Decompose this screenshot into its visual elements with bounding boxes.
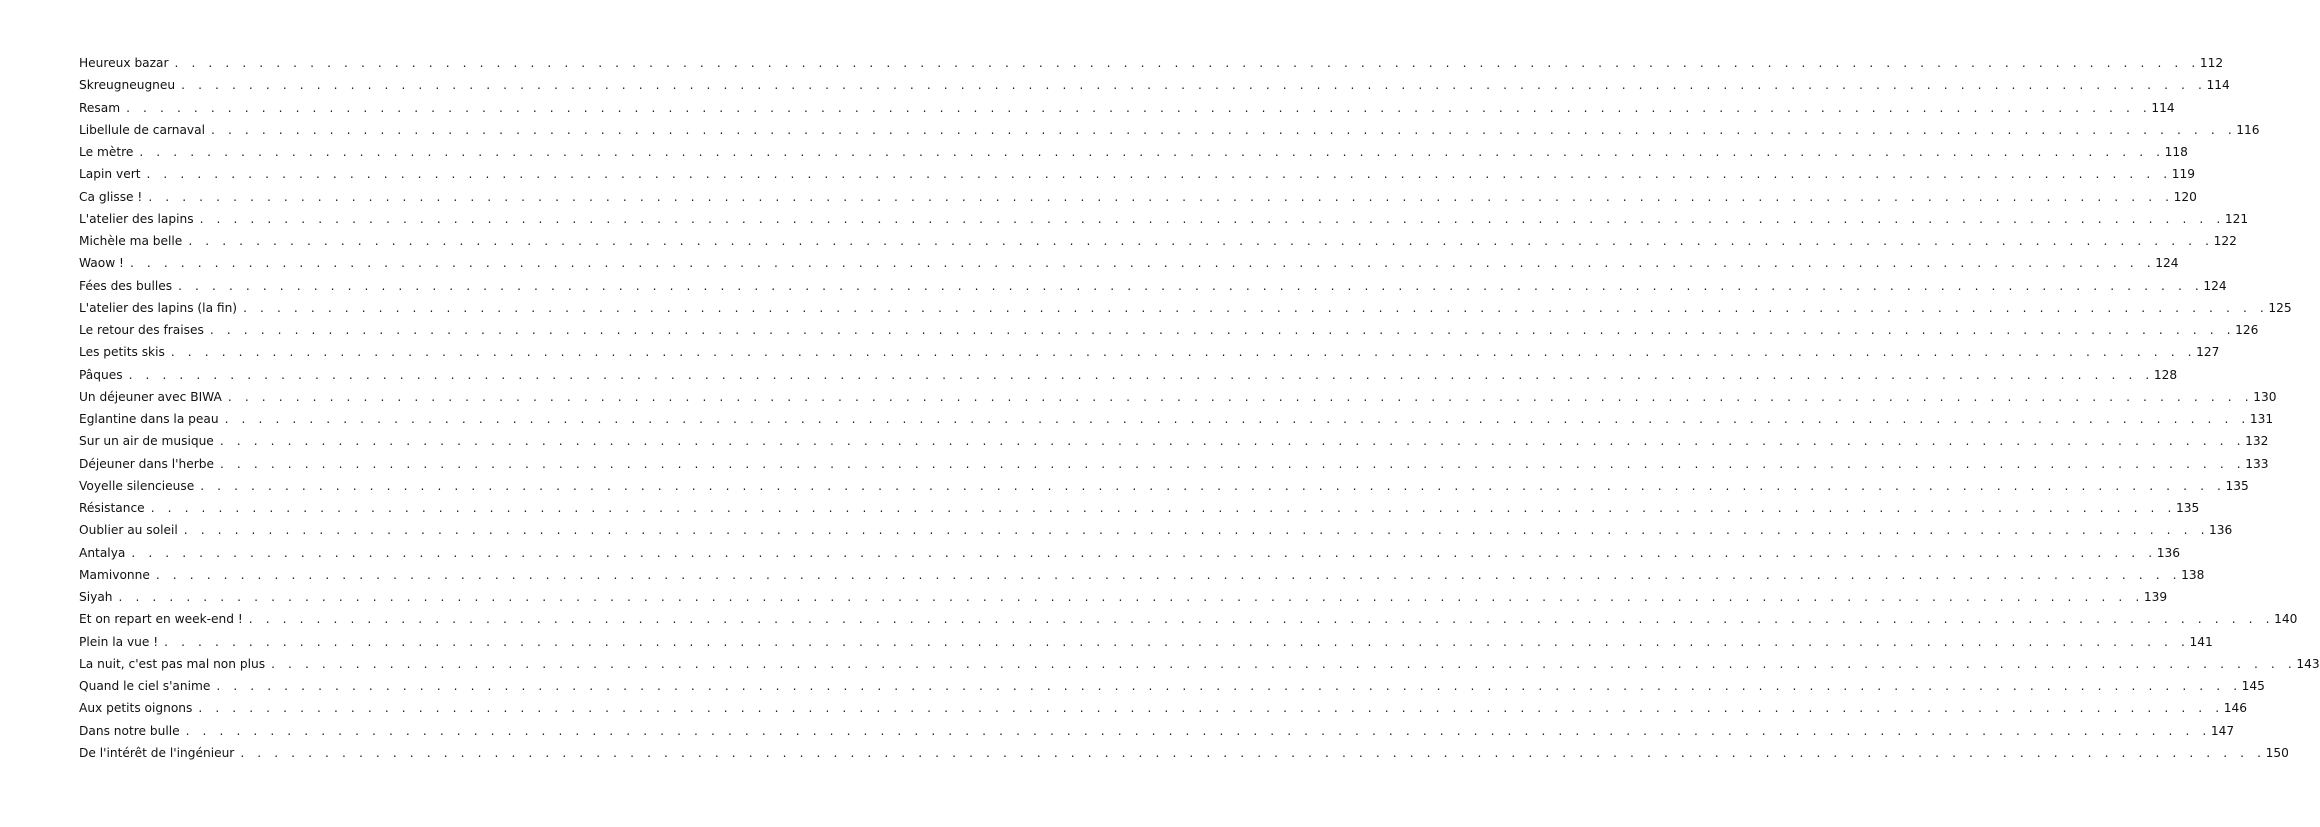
toc-entry-title: Pâques: [79, 367, 123, 382]
toc-entry: [79, 542, 2180, 564]
toc-entry: [79, 119, 2260, 141]
table-of-contents: [79, 52, 2320, 764]
toc-entry-title: Oublier au soleil: [79, 523, 178, 538]
toc-dot-leader: . . . . . . . . . . . . . . . . . . . . . . . . . . . . . . . . . . . . . . . . . . . . . . . . . . . . . . . . . . . . . . . . . . . . . . . . . . . . . . . . . . . . . . . . . . . . . . . . . . . . . . . . . . . . . . . . . . . . . . . .: [118, 590, 2144, 604]
toc-entry-title: De l'intérêt de l'ingénieur: [79, 745, 235, 760]
toc-dot-leader: . . . . . . . . . . . . . . . . . . . . . . . . . . . . . . . . . . . . . . . . . . . . . . . . . . . . . . . . . . . . . . . . . . . . . . . . . . . . . . . . . . . . . . . . . . . . . . . . . . . . . . . . . . . . . . . . . . . . . . . .: [188, 234, 2214, 248]
toc-entry-page-number: 136: [2156, 545, 2180, 560]
toc-dot-leader: . . . . . . . . . . . . . . . . . . . . . . . . . . . . . . . . . . . . . . . . . . . . . . . . . . . . . . . . . . . . . . . . . . . . . . . . . . . . . . . . . . . . . . . . . . . . . . . . . . . . . . . . . . . . . . . . . . . . . . . .: [183, 523, 2210, 538]
toc-dot-leader: . . . . . . . . . . . . . . . . . . . . . . . . . . . . . . . . . . . . . . . . . . . . . . . . . . . . . . . . . . . . . . . . . . . . . . . . . . . . . . . . . . . . . . . . . . . . . . . . . . . . . . . . . . . . . . . . . . . . . . . .: [128, 367, 2154, 382]
toc-dot-leader: . . . . . . . . . . . . . . . . . . . . . . . . . . . . . . . . . . . . . . . . . . . . . . . . . . . . . . . . . . . . . . . . . . . . . . . . . . . . . . . . . . . . . . . . . . . . . . . . . . . . . . . . . . . . . . . . . . . . . . . .: [240, 745, 2266, 760]
toc-dot-leader: . . . . . . . . . . . . . . . . . . . . . . . . . . . . . . . . . . . . . . . . . . . . . . . . . . . . . . . . . . . . . . . . . . . . . . . . . . . . . . . . . . . . . . . . . . . . . . . . . . . . . . . . . . . . . . . . . . . . . . . .: [148, 189, 2174, 204]
toc-entry-page-number: 128: [2153, 367, 2178, 382]
toc-dot-leader: . . . . . . . . . . . . . . . . . . . . . . . . . . . . . . . . . . . . . . . . . . . . . . . . . . . . . . . . . . . . . . . . . . . . . . . . . . . . . . . . . . . . . . . . . . . . . . . . . . . . . . . . . . . . . . . . . . . . . . . .: [164, 634, 2190, 649]
toc-entry: [79, 519, 2233, 541]
toc-entry: [79, 631, 2213, 653]
toc-entry-page-number: 150: [2265, 745, 2289, 760]
toc-entry: [79, 97, 2175, 119]
toc-entry-title: Le retour des fraises: [79, 323, 204, 337]
toc-entry-title: Le mètre: [79, 145, 134, 159]
toc-entry: [79, 408, 2274, 430]
toc-entry-title: Plein la vue !: [79, 634, 159, 649]
toc-entry: [79, 341, 2220, 363]
toc-entry-page-number: 145: [2241, 679, 2265, 693]
toc-entry: [79, 141, 2188, 163]
toc-entry: [79, 564, 2205, 586]
toc-entry-title: La nuit, c'est pas mal non plus: [79, 656, 266, 671]
toc-dot-leader: . . . . . . . . . . . . . . . . . . . . . . . . . . . . . . . . . . . . . . . . . . . . . . . . . . . . . . . . . . . . . . . . . . . . . . . . . . . . . . . . . . . . . . . . . . . . . . . . . . . . . . . . . . . . . . . . . . . . . . . .: [216, 679, 2242, 693]
toc-dot-leader: . . . . . . . . . . . . . . . . . . . . . . . . . . . . . . . . . . . . . . . . . . . . . . . . . . . . . . . . . . . . . . . . . . . . . . . . . . . . . . . . . . . . . . . . . . . . . . . . . . . . . . . . . . . . . . . . . . . . . . . .: [150, 501, 2176, 515]
toc-entry-title: Aux petits oignons: [79, 701, 193, 716]
toc-entry-page-number: 124: [2155, 256, 2179, 271]
toc-entry-title: Les petits skis: [79, 345, 165, 360]
toc-dot-leader: . . . . . . . . . . . . . . . . . . . . . . . . . . . . . . . . . . . . . . . . . . . . . . . . . . . . . . . . . . . . . . . . . . . . . . . . . . . . . . . . . . . . . . . . . . . . . . . . . . . . . . . . . . . . . . . . . . . . . . . .: [126, 100, 2152, 115]
toc-entry: [79, 475, 2249, 497]
toc-entry-title: Resam: [79, 100, 121, 115]
toc-dot-leader: . . . . . . . . . . . . . . . . . . . . . . . . . . . . . . . . . . . . . . . . . . . . . . . . . . . . . . . . . . . . . . . . . . . . . . . . . . . . . . . . . . . . . . . . . . . . . . . . . . . . . . . . . . . . . . . . . . . . . . . .: [224, 412, 2250, 426]
toc-dot-leader: . . . . . . . . . . . . . . . . . . . . . . . . . . . . . . . . . . . . . . . . . . . . . . . . . . . . . . . . . . . . . . . . . . . . . . . . . . . . . . . . . . . . . . . . . . . . . . . . . . . . . . . . . . . . . . . . . . . . . . . .: [146, 167, 2172, 182]
toc-entry: [79, 653, 2320, 675]
toc-dot-leader: . . . . . . . . . . . . . . . . . . . . . . . . . . . . . . . . . . . . . . . . . . . . . . . . . . . . . . . . . . . . . . . . . . . . . . . . . . . . . . . . . . . . . . . . . . . . . . . . . . . . . . . . . . . . . . . . . . . . . . . .: [185, 723, 2211, 738]
toc-entry: [79, 720, 2235, 742]
toc-entry: [79, 430, 2269, 452]
toc-entry-title: Skreugneugneu: [79, 78, 176, 93]
toc-entry: [79, 208, 2249, 230]
toc-entry-title: Ca glisse !: [79, 189, 143, 204]
toc-entry: [79, 74, 2230, 96]
toc-dot-leader: . . . . . . . . . . . . . . . . . . . . . . . . . . . . . . . . . . . . . . . . . . . . . . . . . . . . . . . . . . . . . . . . . . . . . . . . . . . . . . . . . . . . . . . . . . . . . . . . . . . . . . . . . . . . . . . . . . . . . . . .: [243, 300, 2269, 315]
toc-entry-page-number: 122: [2213, 234, 2237, 248]
toc-entry-page-number: 125: [2268, 300, 2292, 315]
toc-entry-page-number: 140: [2274, 612, 2298, 627]
toc-entry: [79, 697, 2247, 719]
toc-dot-leader: . . . . . . . . . . . . . . . . . . . . . . . . . . . . . . . . . . . . . . . . . . . . . . . . . . . . . . . . . . . . . . . . . . . . . . . . . . . . . . . . . . . . . . . . . . . . . . . . . . . . . . . . . . . . . . . . . . . . . . . .: [155, 567, 2182, 582]
toc-entry: [79, 586, 2168, 608]
toc-entry-page-number: 126: [2235, 323, 2259, 337]
toc-entry: [79, 297, 2292, 319]
toc-entry: [79, 364, 2178, 386]
toc-entry: [79, 742, 2289, 764]
toc-entry: [79, 252, 2179, 274]
toc-dot-leader: . . . . . . . . . . . . . . . . . . . . . . . . . . . . . . . . . . . . . . . . . . . . . . . . . . . . . . . . . . . . . . . . . . . . . . . . . . . . . . . . . . . . . . . . . . . . . . . . . . . . . . . . . . . . . . . . . . . . . . . .: [271, 656, 2297, 671]
toc-entry-title: Résistance: [79, 501, 145, 515]
toc-entry-title: L'atelier des lapins (la fin): [79, 300, 238, 315]
toc-entry-page-number: 130: [2253, 389, 2277, 404]
toc-dot-leader: . . . . . . . . . . . . . . . . . . . . . . . . . . . . . . . . . . . . . . . . . . . . . . . . . . . . . . . . . . . . . . . . . . . . . . . . . . . . . . . . . . . . . . . . . . . . . . . . . . . . . . . . . . . . . . . . . . . . . . . .: [248, 612, 2275, 627]
toc-entry: [79, 453, 2269, 475]
toc-entry-title: Antalya: [79, 545, 126, 560]
toc-dot-leader: . . . . . . . . . . . . . . . . . . . . . . . . . . . . . . . . . . . . . . . . . . . . . . . . . . . . . . . . . . . . . . . . . . . . . . . . . . . . . . . . . . . . . . . . . . . . . . . . . . . . . . . . . . . . . . . . . . . . . . . .: [139, 145, 2165, 159]
toc-entry-title: Et on repart en week-end !: [79, 612, 243, 627]
toc-entry-page-number: 118: [2164, 145, 2188, 159]
toc-dot-leader: . . . . . . . . . . . . . . . . . . . . . . . . . . . . . . . . . . . . . . . . . . . . . . . . . . . . . . . . . . . . . . . . . . . . . . . . . . . . . . . . . . . . . . . . . . . . . . . . . . . . . . . . . . . . . . . . . . . . . . . .: [219, 456, 2246, 471]
toc-entry-page-number: 135: [2175, 501, 2200, 515]
toc-entry: [79, 319, 2259, 341]
toc-entry-title: Déjeuner dans l'herbe: [79, 456, 214, 471]
toc-entry-title: Sur un air de musique: [79, 434, 214, 449]
toc-entry-title: Lapin vert: [79, 167, 141, 182]
toc-dot-leader: . . . . . . . . . . . . . . . . . . . . . . . . . . . . . . . . . . . . . . . . . . . . . . . . . . . . . . . . . . . . . . . . . . . . . . . . . . . . . . . . . . . . . . . . . . . . . . . . . . . . . . . . . . . . . . . . . . . . . . . .: [129, 256, 2156, 271]
toc-entry: [79, 186, 2197, 208]
toc-entry-title: Voyelle silencieuse: [79, 478, 195, 493]
toc-entry-title: Siyah: [79, 590, 113, 604]
toc-dot-leader: . . . . . . . . . . . . . . . . . . . . . . . . . . . . . . . . . . . . . . . . . . . . . . . . . . . . . . . . . . . . . . . . . . . . . . . . . . . . . . . . . . . . . . . . . . . . . . . . . . . . . . . . . . . . . . . . . . . . . . . .: [209, 323, 2236, 337]
toc-entry-page-number: 135: [2225, 478, 2249, 493]
toc-entry-page-number: 120: [2173, 189, 2197, 204]
toc-dot-leader: . . . . . . . . . . . . . . . . . . . . . . . . . . . . . . . . . . . . . . . . . . . . . . . . . . . . . . . . . . . . . . . . . . . . . . . . . . . . . . . . . . . . . . . . . . . . . . . . . . . . . . . . . . . . . . . . . . . . . . . .: [211, 122, 2237, 137]
toc-dot-leader: . . . . . . . . . . . . . . . . . . . . . . . . . . . . . . . . . . . . . . . . . . . . . . . . . . . . . . . . . . . . . . . . . . . . . . . . . . . . . . . . . . . . . . . . . . . . . . . . . . . . . . . . . . . . . . . . . . . . . . . .: [219, 434, 2246, 449]
toc-entry: [79, 608, 2298, 630]
toc-entry: [79, 52, 2224, 74]
toc-entry: [79, 275, 2227, 297]
toc-entry-title: Heureux bazar: [79, 56, 169, 70]
toc-dot-leader: . . . . . . . . . . . . . . . . . . . . . . . . . . . . . . . . . . . . . . . . . . . . . . . . . . . . . . . . . . . . . . . . . . . . . . . . . . . . . . . . . . . . . . . . . . . . . . . . . . . . . . . . . . . . . . . . . . . . . . . .: [178, 278, 2204, 293]
toc-dot-leader: . . . . . . . . . . . . . . . . . . . . . . . . . . . . . . . . . . . . . . . . . . . . . . . . . . . . . . . . . . . . . . . . . . . . . . . . . . . . . . . . . . . . . . . . . . . . . . . . . . . . . . . . . . . . . . . . . . . . . . . .: [170, 345, 2197, 360]
toc-entry: [79, 386, 2277, 408]
toc-entry-page-number: 116: [2236, 122, 2260, 137]
toc-entry-title: L'atelier des lapins: [79, 211, 194, 226]
toc-entry-page-number: 114: [2151, 100, 2175, 115]
toc-entry-page-number: 138: [2181, 567, 2205, 582]
toc-entry-page-number: 141: [2189, 634, 2213, 649]
toc-entry-title: Eglantine dans la peau: [79, 412, 219, 426]
toc-entry-page-number: 139: [2143, 590, 2168, 604]
toc-entry: [79, 163, 2196, 185]
toc-entry-page-number: 124: [2203, 278, 2227, 293]
toc-entry-title: Michèle ma belle: [79, 234, 183, 248]
toc-entry-page-number: 133: [2245, 456, 2269, 471]
toc-entry-title: Mamivonne: [79, 567, 150, 582]
toc-entry-page-number: 136: [2209, 523, 2233, 538]
toc-dot-leader: . . . . . . . . . . . . . . . . . . . . . . . . . . . . . . . . . . . . . . . . . . . . . . . . . . . . . . . . . . . . . . . . . . . . . . . . . . . . . . . . . . . . . . . . . . . . . . . . . . . . . . . . . . . . . . . . . . . . . . . .: [199, 211, 2225, 226]
toc-entry-page-number: 121: [2224, 211, 2249, 226]
toc-dot-leader: . . . . . . . . . . . . . . . . . . . . . . . . . . . . . . . . . . . . . . . . . . . . . . . . . . . . . . . . . . . . . . . . . . . . . . . . . . . . . . . . . . . . . . . . . . . . . . . . . . . . . . . . . . . . . . . . . . . . . . . .: [131, 545, 2157, 560]
toc-entry: [79, 675, 2265, 697]
toc-entry: [79, 230, 2237, 252]
toc-entry-title: Quand le ciel s'anime: [79, 679, 211, 693]
toc-entry-page-number: 143: [2296, 656, 2320, 671]
toc-dot-leader: . . . . . . . . . . . . . . . . . . . . . . . . . . . . . . . . . . . . . . . . . . . . . . . . . . . . . . . . . . . . . . . . . . . . . . . . . . . . . . . . . . . . . . . . . . . . . . . . . . . . . . . . . . . . . . . . . . . . . . . .: [181, 78, 2207, 93]
toc-entry-title: Dans notre bulle: [79, 723, 180, 738]
toc-entry-page-number: 119: [2171, 167, 2196, 182]
toc-entry: [79, 497, 2200, 519]
toc-entry-page-number: 112: [2199, 56, 2224, 70]
toc-entry-page-number: 147: [2210, 723, 2235, 738]
toc-entry-title: Fées des bulles: [79, 278, 173, 293]
toc-entry-page-number: 132: [2245, 434, 2269, 449]
toc-entry-title: Waow !: [79, 256, 124, 271]
toc-entry-page-number: 146: [2223, 701, 2247, 716]
toc-entry-title: Un déjeuner avec BIWA: [79, 389, 222, 404]
toc-dot-leader: . . . . . . . . . . . . . . . . . . . . . . . . . . . . . . . . . . . . . . . . . . . . . . . . . . . . . . . . . . . . . . . . . . . . . . . . . . . . . . . . . . . . . . . . . . . . . . . . . . . . . . . . . . . . . . . . . . . . . . . .: [174, 56, 2200, 70]
toc-entry-page-number: 114: [2206, 78, 2230, 93]
toc-entry-title: Libellule de carnaval: [79, 122, 205, 137]
toc-entry-page-number: 131: [2249, 412, 2274, 426]
toc-dot-leader: . . . . . . . . . . . . . . . . . . . . . . . . . . . . . . . . . . . . . . . . . . . . . . . . . . . . . . . . . . . . . . . . . . . . . . . . . . . . . . . . . . . . . . . . . . . . . . . . . . . . . . . . . . . . . . . . . . . . . . . .: [200, 478, 2226, 493]
toc-dot-leader: . . . . . . . . . . . . . . . . . . . . . . . . . . . . . . . . . . . . . . . . . . . . . . . . . . . . . . . . . . . . . . . . . . . . . . . . . . . . . . . . . . . . . . . . . . . . . . . . . . . . . . . . . . . . . . . . . . . . . . . .: [227, 389, 2254, 404]
toc-entry-page-number: 127: [2196, 345, 2220, 360]
toc-dot-leader: . . . . . . . . . . . . . . . . . . . . . . . . . . . . . . . . . . . . . . . . . . . . . . . . . . . . . . . . . . . . . . . . . . . . . . . . . . . . . . . . . . . . . . . . . . . . . . . . . . . . . . . . . . . . . . . . . . . . . . . .: [198, 701, 2224, 716]
